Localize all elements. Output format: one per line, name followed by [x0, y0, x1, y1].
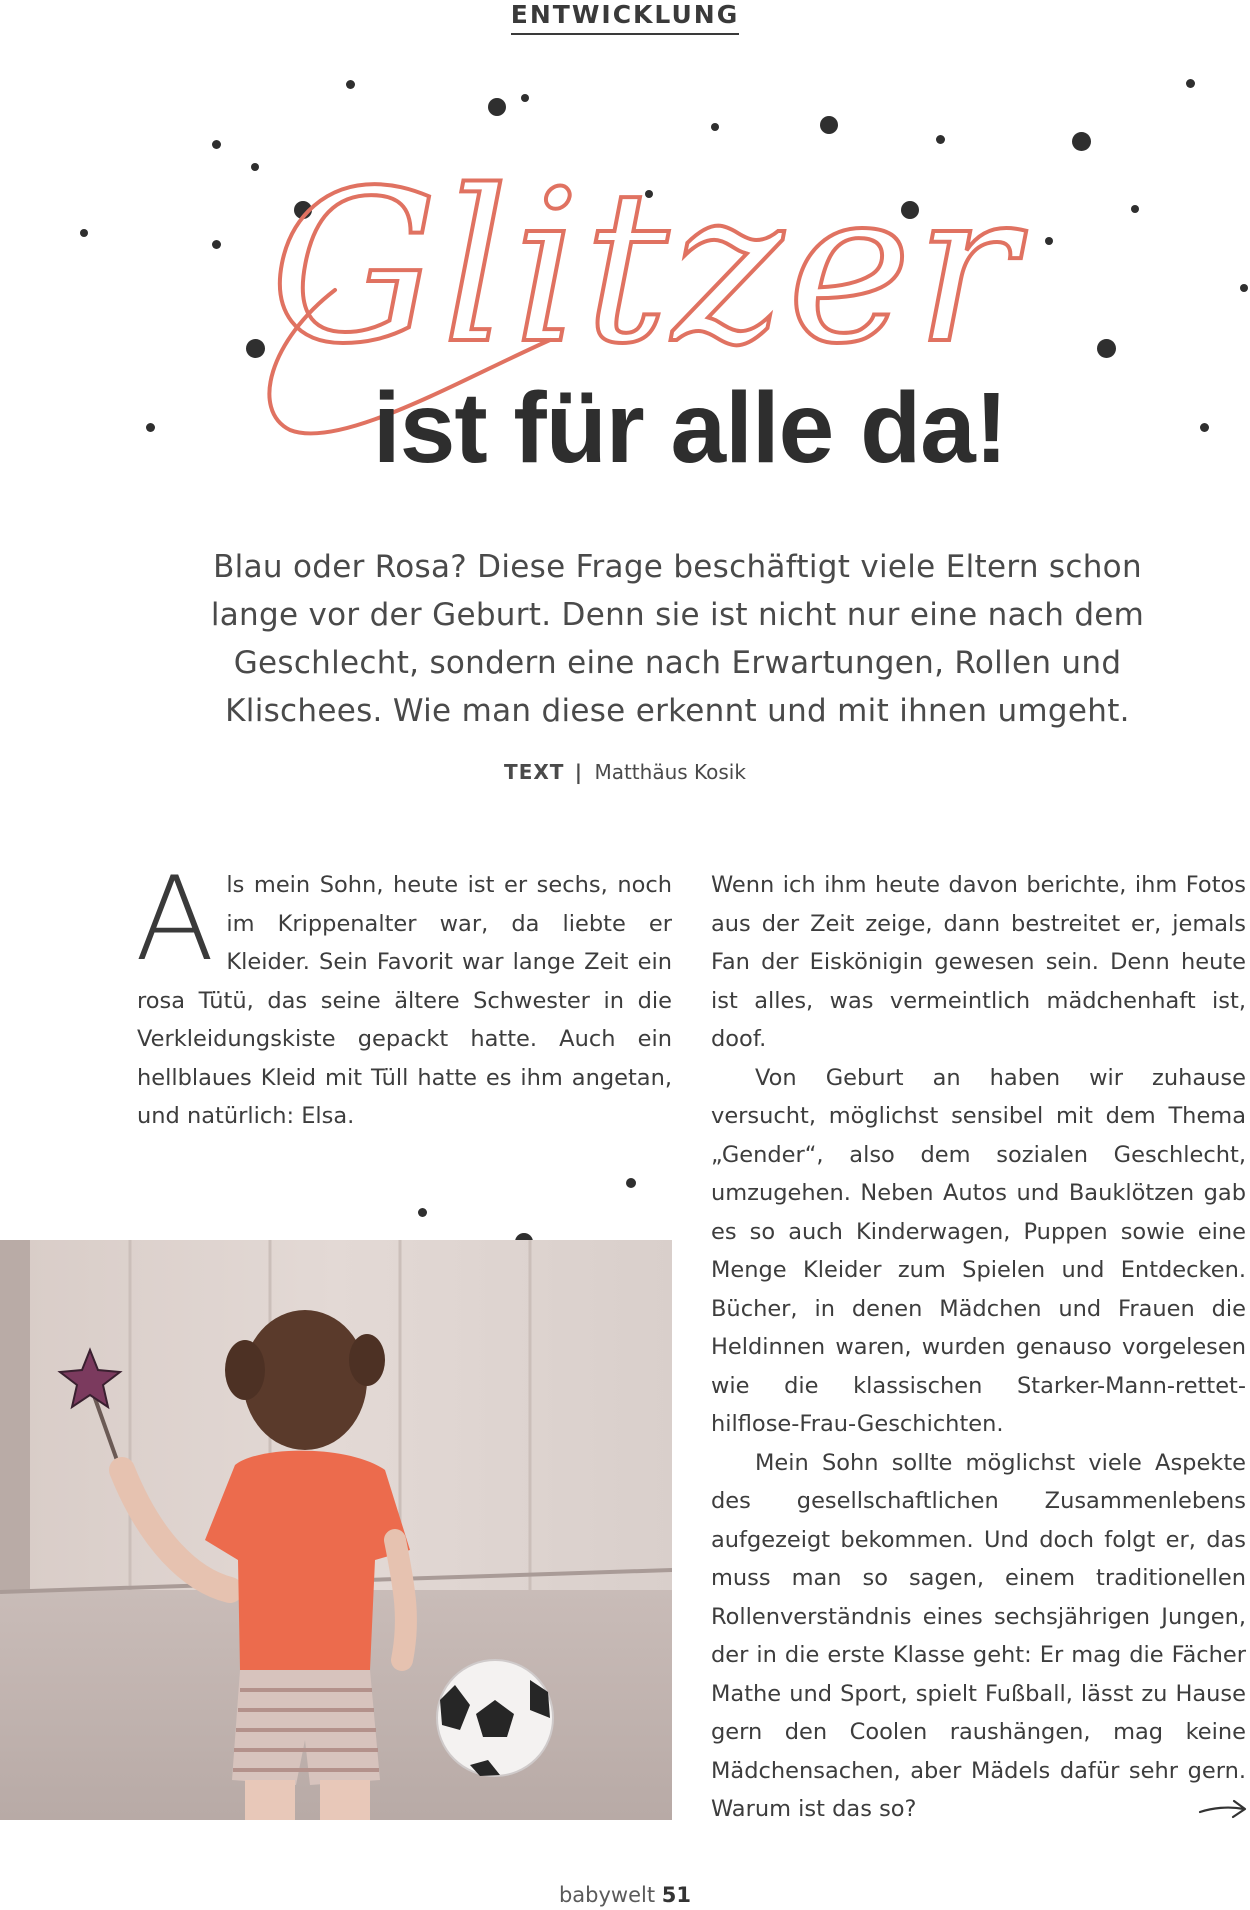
page-number: 51 [661, 1883, 692, 1907]
magazine-name: babywelt [558, 1883, 656, 1907]
main-title: ist für alle da! [372, 372, 1008, 484]
author-credit [0, 760, 1250, 784]
credit-separator: | [574, 760, 583, 784]
paragraph-3: Mein Sohn sollte möglichst viele Aspekte des gesellschaftlichen Zusammenlebens aufgezeigt bekommen. Und doch folgt er, das muss man so sagen, einem traditionellen Rollenverständnis eines sechsjährigen Jungen, der in die erste Klasse geht: Er mag die Fächer Mathe und Sport, spielt Fußball, lässt zu Hause gern den Coolen raushängen, mag keine Mädchensachen, aber Mädels dafür sehr gern. Warum ist das so? [711, 1449, 1246, 1822]
credit-label: TEXT [504, 760, 565, 784]
lead-paragraph: Blau oder Rosa? Diese Frage beschäftigt viele Eltern schon lange vor der Geburt. Denn sie ist nicht nur eine nach dem Geschlecht, sondern eine nach Erwartungen, Rollen und Klischees. Wie man diese erkennt und mit ihnen umgeht. [210, 549, 1145, 729]
paragraph-2: Von Geburt an haben wir zuhause versucht, möglichst sensibel mit dem Thema „Gender“, also dem sozialen Geschlecht, umzugehen. Neben Autos und Bauklötzen gab es so auch Kinderwagen, Puppen sowie eine Menge Kleider zum Spielen und Entdecken. Bücher, in denen Mädchen und Frauen die Heldinnen waren, wurden genauso vorgelesen wie die klassischen Starker-Mann-rettet-hilflose-Frau-Geschichten. [711, 1064, 1246, 1437]
intro-paragraph [135, 852, 672, 1136]
article-column-left [135, 852, 672, 1136]
page-footer [0, 1883, 1250, 1907]
paragraph-1: Wenn ich ihm heute davon berichte, ihm Fotos aus der Zeit zeige, dann bestreitet er, jemals Fan der Eiskönigin gewesen sein. Denn heute ist alles, was vermeintlich mädchenhaft ist, doof. [711, 872, 1246, 1052]
section-label-text: ENTWICKLUNG [511, 0, 739, 35]
arrow-right-icon [1198, 1797, 1248, 1821]
article-photo [0, 1240, 672, 1820]
credit-author: Matthäus Kosik [594, 760, 746, 784]
intro-text: ls mein Sohn, heute ist er sechs, noch im Krippenalter war, da liebte er Kleider. Sein Favorit war lange Zeit ein rosa Tütü, das seine ältere Schwester in die Verkleidungskiste gepackt hatte. Auch ein hellblaues Kleid mit Tüll hatte es ihm angetan, und natürlich: Elsa. [137, 872, 672, 1129]
section-label [0, 0, 1250, 35]
photo-illustration [0, 1240, 672, 1820]
article-column-right [711, 866, 1246, 1829]
script-title-text: Glitzer [270, 145, 1020, 390]
drop-cap: A [135, 852, 215, 987]
